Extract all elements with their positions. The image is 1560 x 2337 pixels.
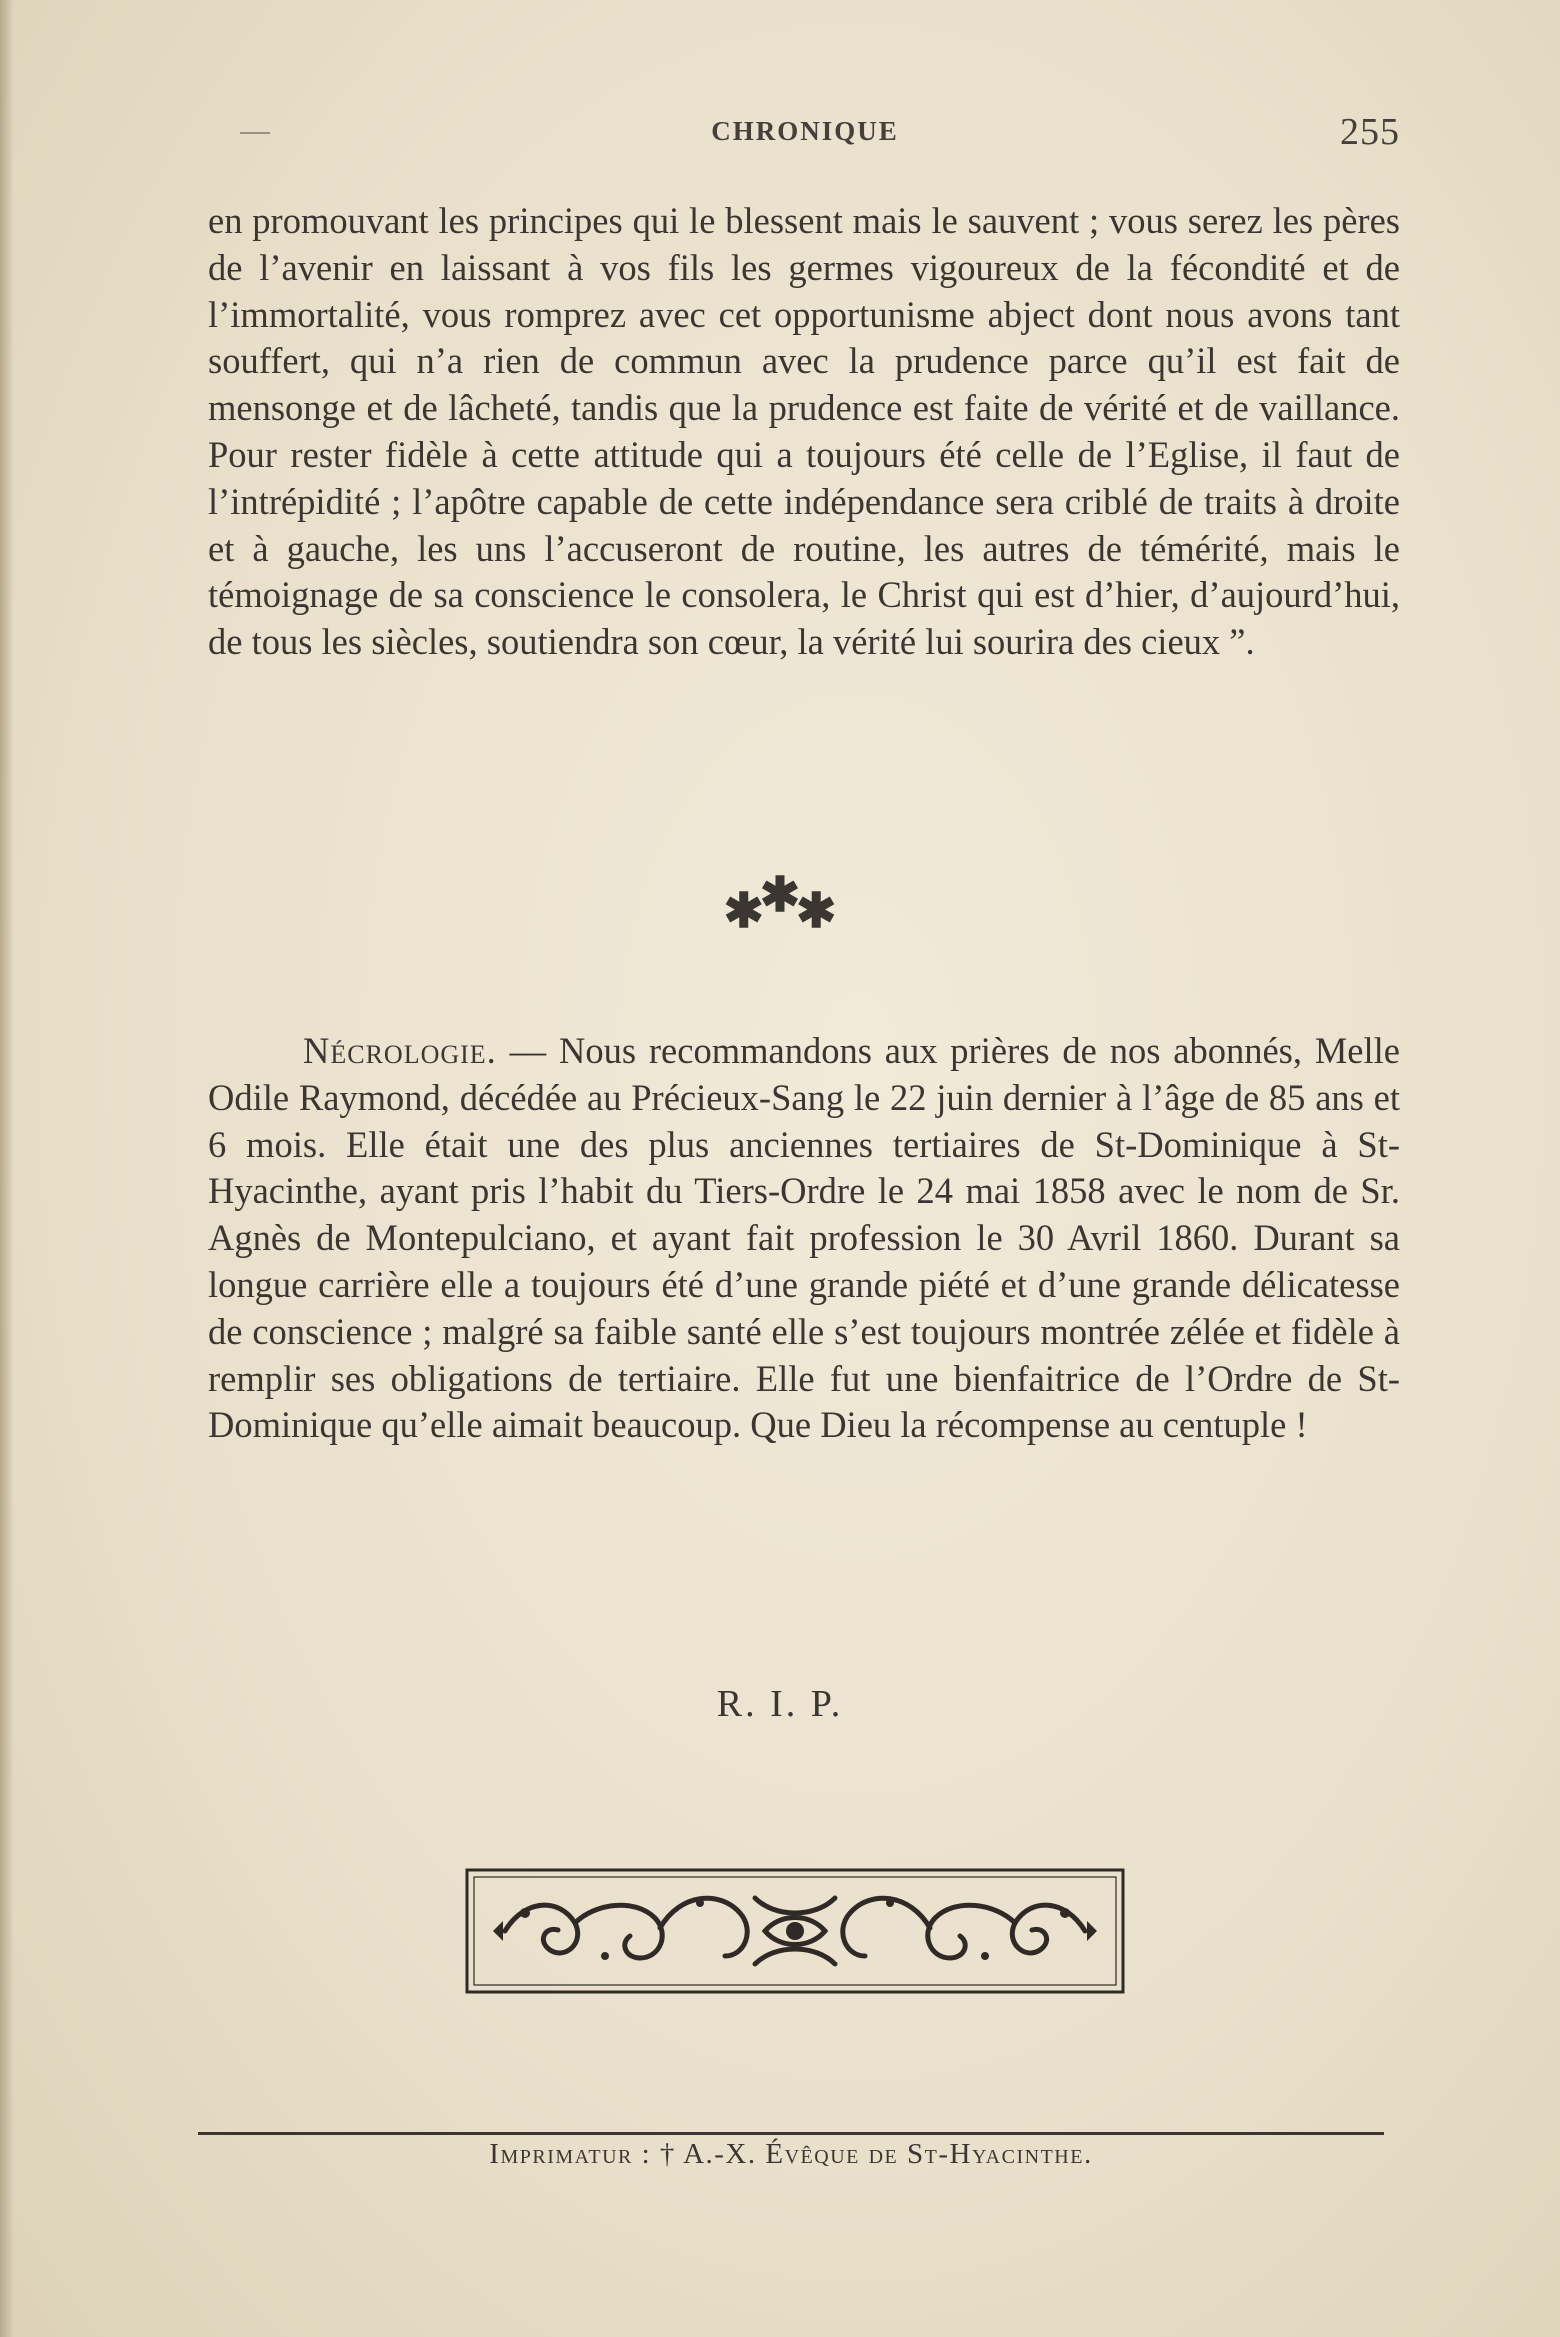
imprimatur-line: Imprimatur : † A.-X. Évêque de St-Hyacinthe.: [489, 2138, 1093, 2170]
section-separator: [0, 869, 1560, 938]
decorative-fleuron-ornament: [465, 1868, 1125, 1994]
necrology-paragraph: [208, 1028, 1400, 1449]
page-number: 255: [1340, 111, 1400, 153]
page-gutter-shadow: [0, 0, 14, 2337]
asterisk-right: ✱: [796, 885, 837, 938]
page-title: CHRONIQUE: [711, 116, 899, 146]
paragraph-continuation: en promouvant les principes qui le blessent mais le sauvent ; vous serez les pères de l’avenir en laissant à vos fils les germes vigoureux de la fécondité et de l’immortalité, vous romprez avec cet opportunisme abject dont nous avons tant souffert, qui n’a rien de commun avec la prudence parce qu’il est fait de mensonge et de lâcheté, tandis que la prudence est faite de vérité et de vaillance. Pour rester fidèle à cette attitude qui a toujours été celle de l’Eglise, il faut de l’intrépidité ; l’apôtre capable de cette indépendance sera criblé de traits à droite et à gauche, les uns l’accuseront de routine, les autres de témérité, mais le témoignage de sa conscience le consolera, le Christ qui est d’hier, d’aujourd’hui, de tous les siècles, soutiendra son cœur, la vérité lui sourira des cieux ”.: [208, 200, 1400, 663]
necrology-label: Nécrologie.: [303, 1030, 497, 1071]
running-head: [210, 110, 1400, 160]
rip-text: R. I. P.: [716, 1683, 844, 1725]
asterisk-top: ✱: [759, 869, 801, 922]
footer-rule: [198, 2132, 1384, 2135]
necrology-dash: —: [496, 1030, 559, 1071]
asterisk-left: ✱: [723, 885, 764, 938]
necrology-text: Nous recommandons aux prières de nos abonnés, Melle Odile Raymond, décédée au Précieux-Sang le 22 juin dernier à l’âge de 85 ans et 6 mois. Elle était une des plus anciennes tertiaires de St-Dominique à St-Hyacinthe, ayant pris l’habit du Tiers-Ordre le 24 mai 1858 avec le nom de Sr. Agnès de Montepulciano, et ayant fait profession le 30 Avril 1860. Durant sa longue carrière elle a toujours été d’une grande piété et d’une grande délicatesse de conscience ; malgré sa faible santé elle s’est toujours montrée zélée et fidèle à remplir ses obligations de tertiaire. Elle fut une bienfaitrice de l’Ordre de St-Dominique qu’elle aimait beaucoup. Que Dieu la récompense au centuple !: [208, 1030, 1400, 1446]
